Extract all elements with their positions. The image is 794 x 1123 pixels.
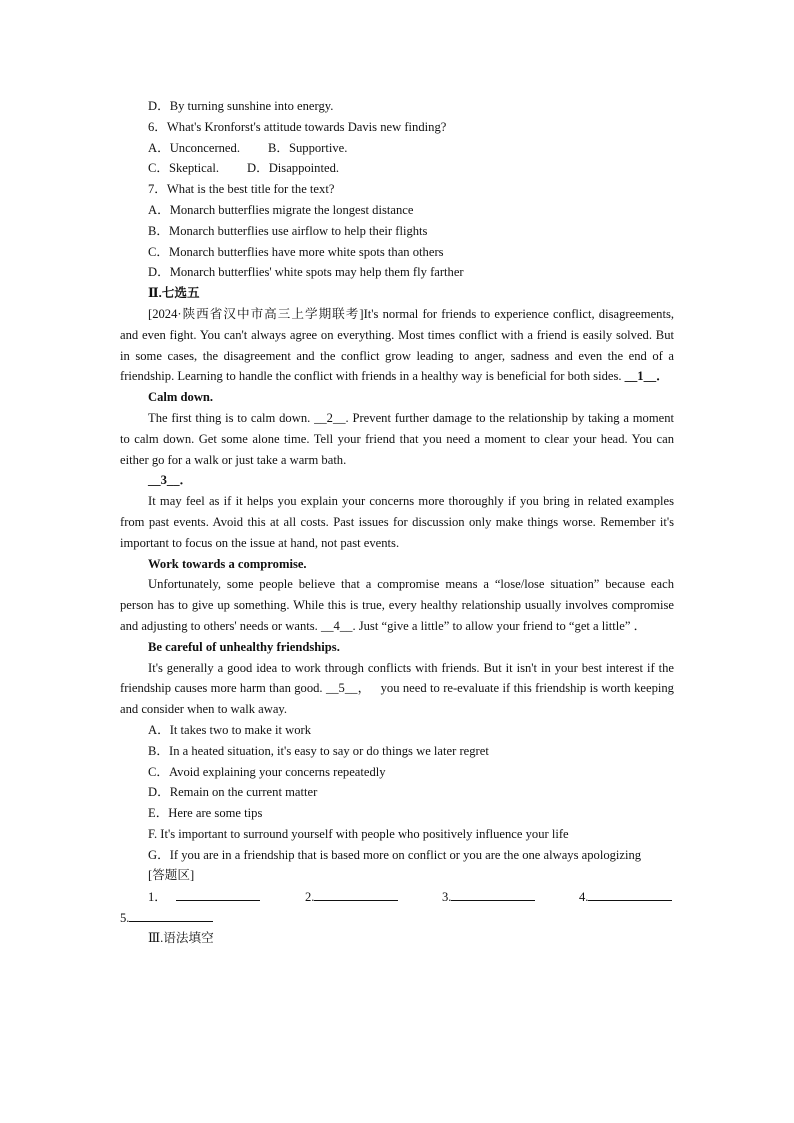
answer-4-line[interactable]: [588, 886, 672, 901]
q7-option-b: B．Monarch butterflies use airflow to help their flights: [148, 223, 428, 238]
intro-text: It's normal for friends to experience conflict, disagreements, and even fight. You can't always agree on everything. Most times conflict with a friend is easily solved. But in some cases, the disagreement and the conflict grow leading to anger, sadness and even the end of a friendship. Learning to handle the conflict with friends in a healthy way is beneficial for both sides.: [120, 306, 674, 384]
option-d: D．Remain on the current matter: [148, 785, 318, 800]
blank-2: __2__: [314, 410, 346, 425]
document-page: [120, 96, 674, 949]
option-f: F. It's important to surround yourself with people who positively influence your life: [148, 826, 569, 841]
blank-1: __1__．: [624, 369, 669, 384]
option-c: C．Avoid explaining your concerns repeatedly: [148, 764, 386, 779]
blank-4: __4__: [320, 618, 353, 633]
q6-option-a: A．Unconcerned.: [148, 140, 240, 155]
blank-5: __5__，: [325, 681, 371, 696]
paragraph-1: The first thing is to calm down. __2__. Prevent further damage to the relationship by taking a moment to calm down. Get some alone time. Tell your friend that you need a moment to clear your head. You can either go for a walk or just take a warm bath.: [120, 410, 674, 467]
heading-calm-down: Calm down.: [148, 390, 214, 405]
option-a: A．It takes two to make it work: [148, 722, 311, 737]
q6-option-c: C．Skeptical.: [148, 161, 220, 176]
option-b: B．In a heated situation, it's easy to say or do things we later regret: [148, 743, 489, 758]
heading-compromise: Work towards a compromise.: [148, 556, 307, 571]
section3-title: Ⅲ.语法填空: [148, 930, 214, 945]
answer-area-label: [答题区]: [148, 868, 195, 883]
paragraph-3: Unfortunately, some people believe that a compromise means a “lose/lose situation” because each person has to give up something. While this is true, every healthy relationship usually involves compromise and adjusting to others' needs or wants. __4__. Just “give a little” to allow your friend to “get a little” ．: [120, 577, 674, 633]
q7-stem: 7．What is the best title for the text?: [148, 182, 335, 197]
paragraph-2: It may feel as if it helps you explain your concerns more thoroughly if you bring in related examples from past events. Avoid this at all costs. Past issues for discussion only make things worse. Remember it's important to focus on the issue at hand, not past events.: [120, 494, 674, 550]
answer-1: 1．: [148, 886, 260, 908]
q6-option-d: D．Disappointed.: [247, 161, 340, 176]
answer-4: 4.: [579, 886, 672, 908]
source-tag: [2024·陕西省汉中市高三上学期联考]: [148, 306, 364, 321]
answer-2: 2.: [305, 886, 398, 908]
q7-option-d: D．Monarch butterflies' white spots may help them fly farther: [148, 265, 464, 280]
answer-1-line[interactable]: [176, 886, 260, 901]
paragraph-4: It's generally a good idea to work through conflicts with friends. But it isn't in your best interest if the friendship causes more harm than good. __5__， you need to re-evaluate if this friendship is worth keeping and consider when to walk away.: [120, 660, 674, 717]
answer-row-2: [120, 907, 674, 928]
section2-title: Ⅱ.七选五: [148, 286, 200, 301]
option-e: E．Here are some tips: [148, 806, 263, 821]
answer-2-line[interactable]: [314, 886, 398, 901]
answer-5: 5.: [120, 907, 213, 929]
q7-option-a: A．Monarch butterflies migrate the longest distance: [148, 202, 414, 217]
q6-options-row1: [120, 138, 674, 159]
q6-stem: 6．What's Kronforst's attitude towards Davis new finding?: [148, 119, 447, 134]
q7-option-c: C．Monarch butterflies have more white spots than others: [148, 244, 444, 259]
answer-3: 3.: [442, 886, 535, 908]
heading-unhealthy: Be careful of unhealthy friendships.: [148, 639, 340, 654]
q6-options-row2: [120, 158, 674, 179]
answer-5-line[interactable]: [129, 907, 213, 922]
answer-row: [120, 886, 674, 907]
q5-option-d: D．By turning sunshine into energy.: [148, 99, 334, 113]
q6-option-b: B．Supportive.: [267, 140, 348, 155]
option-g: G．If you are in a friendship that is based more on conflict or you are the one always apologizing: [148, 847, 642, 862]
section2-intro: [120, 304, 674, 387]
blank-3: __3__．: [148, 473, 193, 488]
answer-3-line[interactable]: [451, 886, 535, 901]
